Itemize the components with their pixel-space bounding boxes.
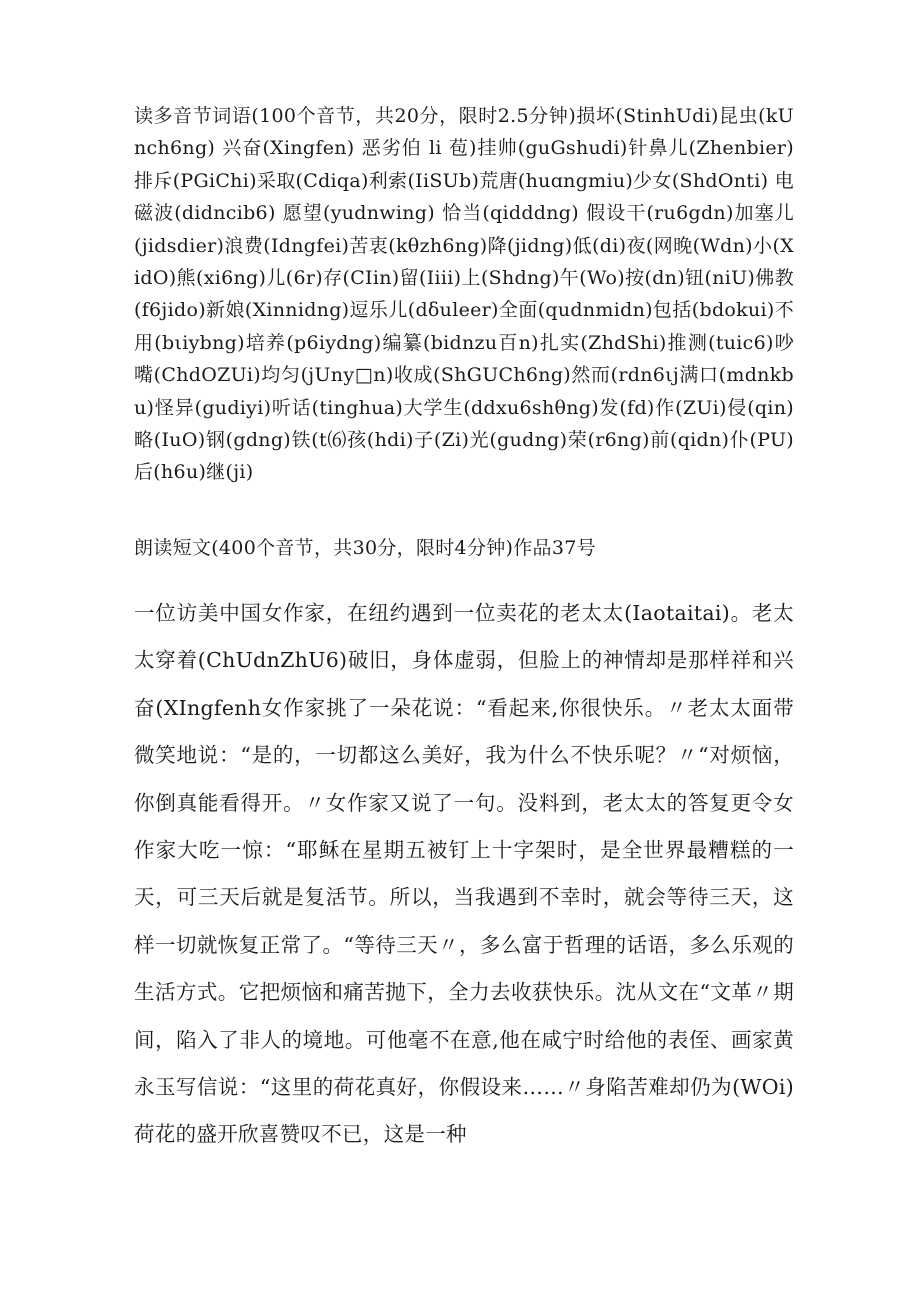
vocabulary-reading-paragraph: 读多音节词语(100个音节，共20分，限时2.5分钟)损坏(StinhUdi)昆虫(kUnch6ng) 兴奋(Xingfen) 恶劣伯 li 苞)挂帅(guGshudi)针鼻儿(Zhenbier)排斥(PGiChi)采取(Cdiqa)利索(IiSUb)荒唐(huɑngmiu)少女(ShdOnti) 电磁波(didncib6) 愿望(yudnwing) 恰当(qidddng) 假设干(ru6gdn)加塞儿(jidsdier)浪费(Idngfei)苦衷(kθzh6ng)降(jidng)低(di)夜(网晚(Wdn)小(XidO)熊(xi6ng)儿(6r)存(CIin)留(Iiii)上(Shdng)午(Wo)按(dn)钮(niU)佛教(f6jido)新娘(Xinnidng)逗乐儿(dδuleer)全面(qudnmidn)包括(bdokui)不用(bιiybng)培养(p6iydng)编纂(bidnzu百n)扎实(ZhdShi)推测(tuic6)吵嘴(ChdOZUi)均匀(jUny□n)收成(ShGUCh6ng)然而(rdn6ιj满口(mdnkbu)怪异(gudiyi)听话(tinghua)大学生(ddxu6shθng)发(fd)作(ZUi)侵(qin)略(IuO)钢(gdng)铁(t⑹孩(hdi)子(Zi)光(gudng)荣(r6ng)前(qidn)仆(PU)后(h6u)继(ji) [134,105,794,484]
reading-section-heading: 朗读短文(400个音节，共30分，限时4分钟)作品37号 [134,537,596,559]
reading-passage-paragraph: 一位访美中国女作家，在纽约遇到一位卖花的老太太(Iaotaitai)。老太太穿着(ChUdnZhU6)破旧，身体虚弱，但脸上的神情却是那样祥和兴奋(XIngfenh女作家挑了一朵花说：“看起来,你很快乐。〃老太太面带微笑地说：“是的，一切都这么美好，我为什么不快乐呢？〃“对烦恼，你倒真能看得开。〃女作家又说了一句。没料到，老太太的答复更令女作家大吃一惊：“耶稣在星期五被钉上十字架时，是全世界最糟糕的一天，可三天后就是复活节。所以，当我遇到不幸时，就会等待三天，这样一切就恢复正常了。“等待三天〃，多么富于哲理的话语，多么乐观的生活方式。它把烦恼和痛苦抛下，全力去收获快乐。沈从文在“文革〃期间，陷入了非人的境地。可他毫不在意,他在咸宁时给他的表侄、画家黄永玉写信说：“这里的荷花真好，你假设来……〃身陷苦难却仍为(WOi)荷花的盛开欣喜赞叹不已，这是一种 [134,601,794,1147]
